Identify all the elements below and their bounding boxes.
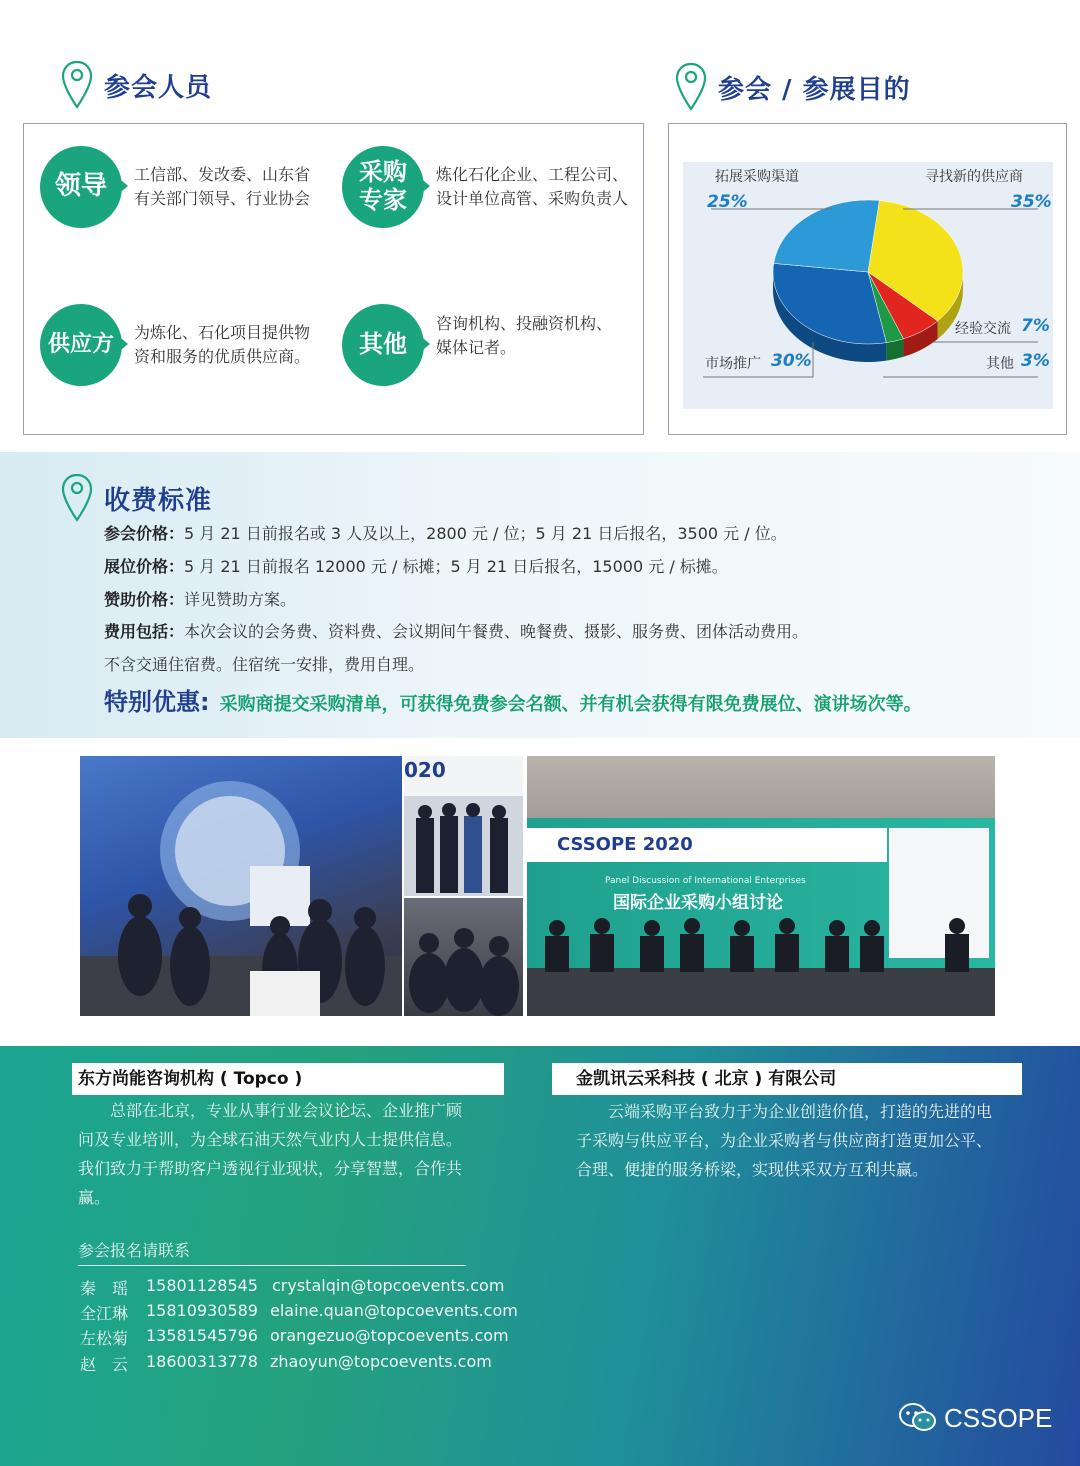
contact-title: 参会报名请联系: [78, 1241, 191, 1260]
contact-phone[interactable]: 15801128545: [146, 1276, 258, 1295]
attendee-badge: 其他: [342, 304, 424, 386]
purpose-chart-box: [668, 123, 1067, 435]
pie-pct-exchange: 7%: [1021, 316, 1050, 336]
org2-desc: 云端采购平台致力于为企业创造价值，打造的先进的电子采购与供应平台，为企业采购者与供应商打造更加公平、合理、便捷的服务桥梁，实现供采双方互利共赢。: [576, 1102, 993, 1179]
contact-email[interactable]: crystalqin@topcoevents.com: [272, 1276, 505, 1295]
attendee-item: [342, 146, 628, 228]
booth-illustration: [80, 756, 402, 1016]
fee-key: 赞助价格：: [104, 590, 185, 609]
special-offer-value: 采购商提交采购清单，可获得免费参会名额、并有机会获得有限免费展位、演讲场次等。: [219, 694, 922, 715]
attendee-text: [134, 321, 310, 369]
attendee-text: [436, 312, 612, 360]
pie-pct-other: 3%: [1021, 351, 1050, 371]
attendee-badge-line: 采购: [359, 158, 407, 187]
photo-exhibition-booth: [80, 756, 402, 1016]
fee-key: 参会价格：: [104, 524, 185, 543]
contact-name: 赵 云: [80, 1355, 129, 1374]
attendee-text-line: 炼化石化企业、工程公司、: [436, 165, 629, 184]
attendee-item: [40, 304, 310, 386]
fee-value: 5 月 21 日前报名 12000 元 / 标摊；5 月 21 日后报名，15000 元 / 标摊。: [184, 557, 728, 576]
contact-name: 全江琳: [80, 1304, 129, 1323]
attendee-text: [134, 163, 310, 211]
fees-heading: [60, 473, 212, 523]
fee-line: [104, 587, 296, 610]
attendee-text-line: 媒体记者。: [436, 338, 517, 357]
attendee-text-line: 工信部、发改委、山东省: [134, 165, 311, 184]
location-pin-icon: [674, 62, 708, 112]
fee-key: 费用包括：: [104, 622, 185, 641]
stage-subtitle-en: Panel Discussion of International Enterprises: [605, 876, 806, 886]
fee-line: [104, 652, 424, 675]
brand-mark: [898, 1402, 1052, 1434]
pie-pct-marketing: 30%: [771, 351, 812, 371]
photo-panel-discussion: [527, 756, 995, 1016]
panel-illustration: [527, 756, 995, 1016]
photo-group-banner: [404, 756, 523, 896]
attendee-text-line: 有关部门领导、行业协会: [134, 189, 311, 208]
attendee-text-line: 为炼化、石化项目提供物: [134, 323, 311, 342]
org1-desc: 总部在北京，专业从事行业会议论坛、企业推广顾问及专业培训，为全球石油天然气业内人士提供信息。我们致力于帮助客户透视行业现状，分享智慧，合作共赢。: [78, 1101, 463, 1207]
stage-logo: CSSOPE 2020: [557, 834, 693, 855]
wechat-icon: [898, 1402, 938, 1434]
banner-year: 020: [404, 758, 446, 782]
fees-title: 收费标准: [104, 485, 213, 516]
fee-value: 5 月 21 日前报名或 3 人及以上，2800 元 / 位；5 月 21 日后报名，3500 元 / 位。: [184, 524, 787, 543]
pie-label-channel: 拓展采购渠道: [715, 169, 799, 185]
photo-meeting-crowd: [404, 898, 523, 1016]
org2-title: 金凯讯云采科技 ( 北京 ) 有限公司: [552, 1063, 1022, 1095]
fee-line: [104, 521, 787, 544]
attendee-item: [40, 146, 310, 228]
attendee-badge: 领导: [40, 146, 122, 228]
purpose-heading: [674, 62, 911, 112]
fee-line: [104, 554, 728, 577]
purpose-title: 参会 / 参展目的: [718, 74, 911, 105]
pie-chart-panel: [683, 162, 1053, 409]
fee-value: 详见赞助方案。: [184, 590, 297, 609]
pie-label-supplier: 寻找新的供应商: [925, 169, 1023, 185]
fee-value: 本次会议的会务费、资料费、会议期间午餐费、晚餐费、摄影、服务费、团体活动费用。: [184, 622, 809, 641]
contact-email[interactable]: orangezuo@topcoevents.com: [270, 1326, 509, 1345]
special-offer-key: 特别优惠:: [104, 688, 210, 716]
fee-value: 不含交通住宿费。住宿统一安排，费用自理。: [104, 655, 425, 674]
attendee-badge-line: 专家: [359, 186, 407, 214]
stage-subtitle-cn: 国际企业采购小组讨论: [613, 893, 783, 913]
contact-divider: [78, 1265, 466, 1266]
location-pin-icon: [60, 60, 94, 110]
attendees-title: 参会人员: [104, 72, 213, 103]
brand-name: CSSOPE: [944, 1402, 1053, 1433]
pie-pct-channel: 25%: [707, 192, 748, 212]
pie-label-exchange: 经验交流: [955, 321, 1011, 337]
pie-label-marketing: 市场推广: [705, 356, 761, 372]
attendee-text: [436, 163, 628, 211]
attendee-text-line: 资和服务的优质供应商。: [134, 347, 311, 366]
attendees-box: [23, 123, 644, 435]
footer: [0, 1046, 1080, 1466]
special-offer: [104, 682, 922, 717]
location-pin-icon: [60, 473, 94, 523]
contact-phone[interactable]: 13581545796: [146, 1326, 258, 1345]
org1-title: 东方尚能咨询机构 ( Topco ): [72, 1063, 504, 1095]
contact-phone[interactable]: 15810930589: [146, 1301, 258, 1320]
fee-line: [104, 619, 808, 642]
attendee-text-line: 咨询机构、投融资机构、: [436, 314, 613, 333]
pie-pct-supplier: 35%: [1011, 192, 1052, 212]
attendees-heading: [60, 60, 212, 110]
contact-email[interactable]: elaine.quan@topcoevents.com: [270, 1301, 518, 1320]
contact-name: 左松菊: [80, 1329, 129, 1348]
contact-phone[interactable]: 18600313778: [146, 1352, 258, 1371]
attendee-badge: 供应方: [40, 304, 122, 386]
contact-email[interactable]: zhaoyun@topcoevents.com: [270, 1352, 492, 1371]
contact-name: 秦 瑶: [80, 1279, 129, 1298]
pie-label-other: 其他: [986, 356, 1014, 372]
fee-key: 展位价格：: [104, 557, 185, 576]
attendee-badge: [342, 146, 424, 228]
attendee-item: [342, 304, 612, 386]
attendee-text-line: 设计单位高管、采购负责人: [436, 189, 629, 208]
crowd-illustration: [404, 898, 523, 1016]
